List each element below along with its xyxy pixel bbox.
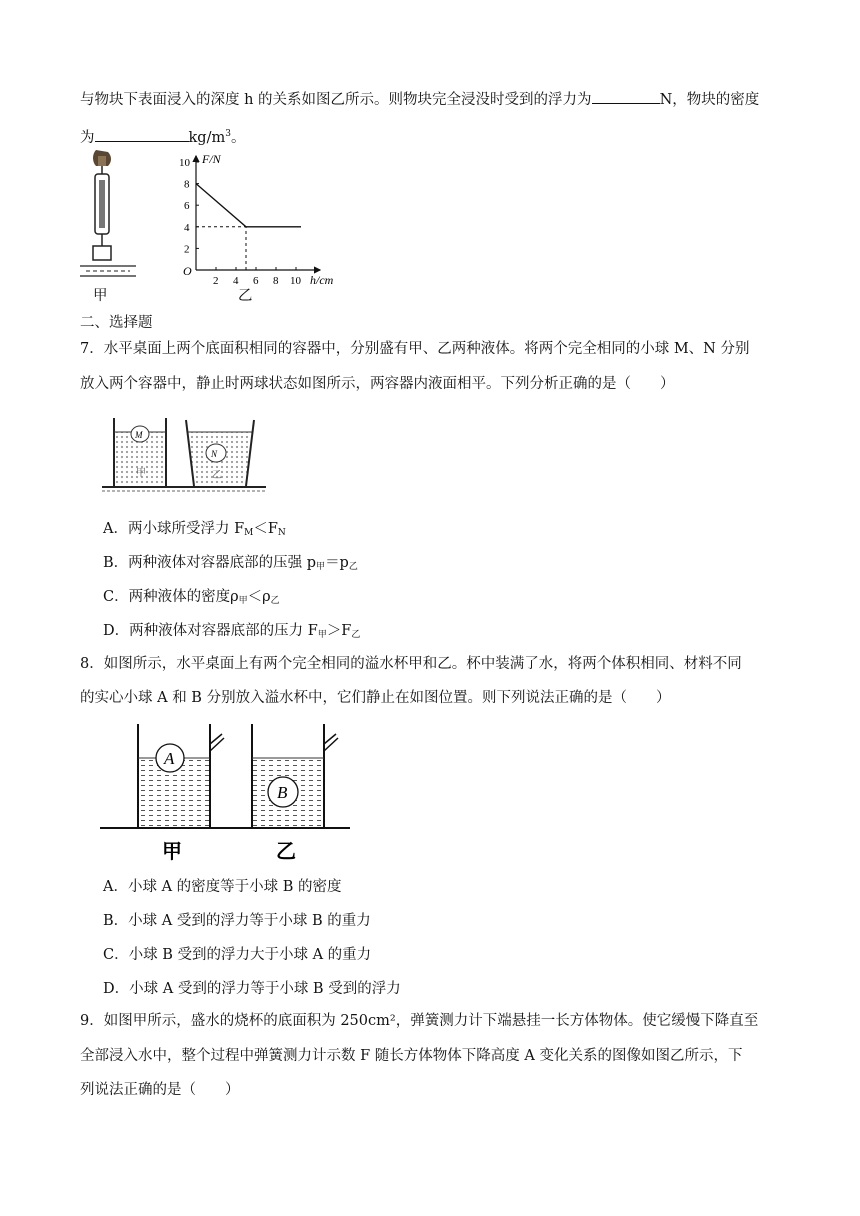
q9-line-2: 全部浸入水中，整个过程中弹簧测力计示数 F 随长方体物体下降高度 A 变化关系的图像如图乙所示，下 <box>80 1048 743 1064</box>
q8-cup-right-label: 乙 <box>276 839 296 863</box>
ball-a-label: A <box>164 749 175 768</box>
q8-option-d[interactable]: D．小球 A 受到的浮力等于小球 B 受到的浮力 <box>103 981 401 997</box>
ball-n-label: N <box>211 449 218 459</box>
q6-unit-exponent: 3 <box>225 129 231 139</box>
ball-b-label: B <box>277 783 288 802</box>
y-axis-label: F/N <box>202 152 221 166</box>
cup-right-label: 乙 <box>212 470 222 481</box>
hanging-block <box>93 246 111 260</box>
cup-left-label: 甲 <box>136 468 146 479</box>
scale-spring <box>99 180 105 228</box>
answer-blank-buoyancy[interactable] <box>592 89 660 104</box>
x-tick-label: 10 <box>290 275 301 287</box>
q6-text-a: 与物块下表面浸入的深度 h 的关系如图乙所示。则物块完全浸没时受到的浮力为 <box>80 92 592 108</box>
section-title: 二、选择题 <box>80 315 153 331</box>
q7-option-a[interactable]: A．两小球所受浮力 $F_M<F_N$ <box>103 521 286 538</box>
x-tick-label: 8 <box>273 275 279 287</box>
y-tick-label: 4 <box>184 221 190 234</box>
y-tick-label: 2 <box>184 243 190 256</box>
x-axis-label: h/cm <box>310 273 334 287</box>
q7-line-2: 放入两个容器中，静止时两球状态如图所示，两容器内液面相平。下列分析正确的是（ ） <box>80 376 675 392</box>
origin-label: O <box>183 264 192 278</box>
x-tick-label: 4 <box>233 275 239 287</box>
force-series-line <box>196 184 301 227</box>
x-tick-label: 2 <box>213 275 219 287</box>
q7-option-d[interactable]: D．两种液体对容器底部的压力 $F_甲>F_乙$ <box>103 623 361 640</box>
q8-option-a[interactable]: A．小球 A 的密度等于小球 B 的密度 <box>103 879 342 895</box>
force-depth-chart <box>178 150 348 290</box>
q8-cup-left-label: 甲 <box>162 839 182 863</box>
ball-m-label: M <box>135 430 143 440</box>
y-tick-label: 6 <box>184 200 190 213</box>
q6-line-2 <box>80 124 245 148</box>
x-tick-label: 6 <box>253 275 259 287</box>
q8-option-b[interactable]: B．小球 A 受到的浮力等于小球 B 的重力 <box>103 913 371 929</box>
hand-icon <box>93 150 111 166</box>
q6-unit: kg/m <box>188 129 226 146</box>
q8-overflow-cups-figure <box>100 718 356 863</box>
q9-line-1: 9．如图甲所示，盛水的烧杯的底面积为 250cm²，弹簧测力计下端悬挂一长方体物体。使它缓慢下降直至 <box>80 1013 759 1029</box>
cup-right-spout <box>324 734 338 751</box>
q7-line-1: 7．水平桌面上两个底面积相同的容器中，分别盛有甲、乙两种液体。将两个完全相同的小球 M、N 分别 <box>80 341 750 357</box>
y-tick-label: 8 <box>184 178 190 191</box>
q6-text-c: 为 <box>80 129 95 146</box>
cup-left-spout <box>210 734 224 751</box>
y-tick-label: 10 <box>179 157 190 169</box>
q7-option-c[interactable]: C．两种液体的密度$\rho_甲<\rho_乙$ <box>103 589 280 606</box>
q9-line-3: 列说法正确的是（ ） <box>80 1082 240 1098</box>
q8-line-1: 8．如图所示，水平桌面上有两个完全相同的溢水杯甲和乙。杯中装满了水，将两个体积相同、材料不同 <box>80 656 742 672</box>
q6-period: 。 <box>230 129 246 146</box>
q7-containers-figure <box>100 410 270 496</box>
q8-option-c[interactable]: C．小球 B 受到的浮力大于小球 A 的重力 <box>103 947 372 963</box>
fig-label-left: 甲 <box>93 288 108 304</box>
q8-line-2: 的实心小球 A 和 B 分别放入溢水杯中，它们静止在如图位置。则下列说法正确的是（ ） <box>80 690 671 706</box>
q6-text-b: N，物块的密度 <box>659 92 760 108</box>
q7-option-b[interactable]: B．两种液体对容器底部的压强 $p_甲=p_乙$ <box>103 555 358 572</box>
answer-blank-density[interactable] <box>95 127 189 142</box>
q6-line-1 <box>80 89 759 110</box>
spring-scale-figure <box>78 150 148 310</box>
fig-label-right: 乙 <box>238 288 253 304</box>
